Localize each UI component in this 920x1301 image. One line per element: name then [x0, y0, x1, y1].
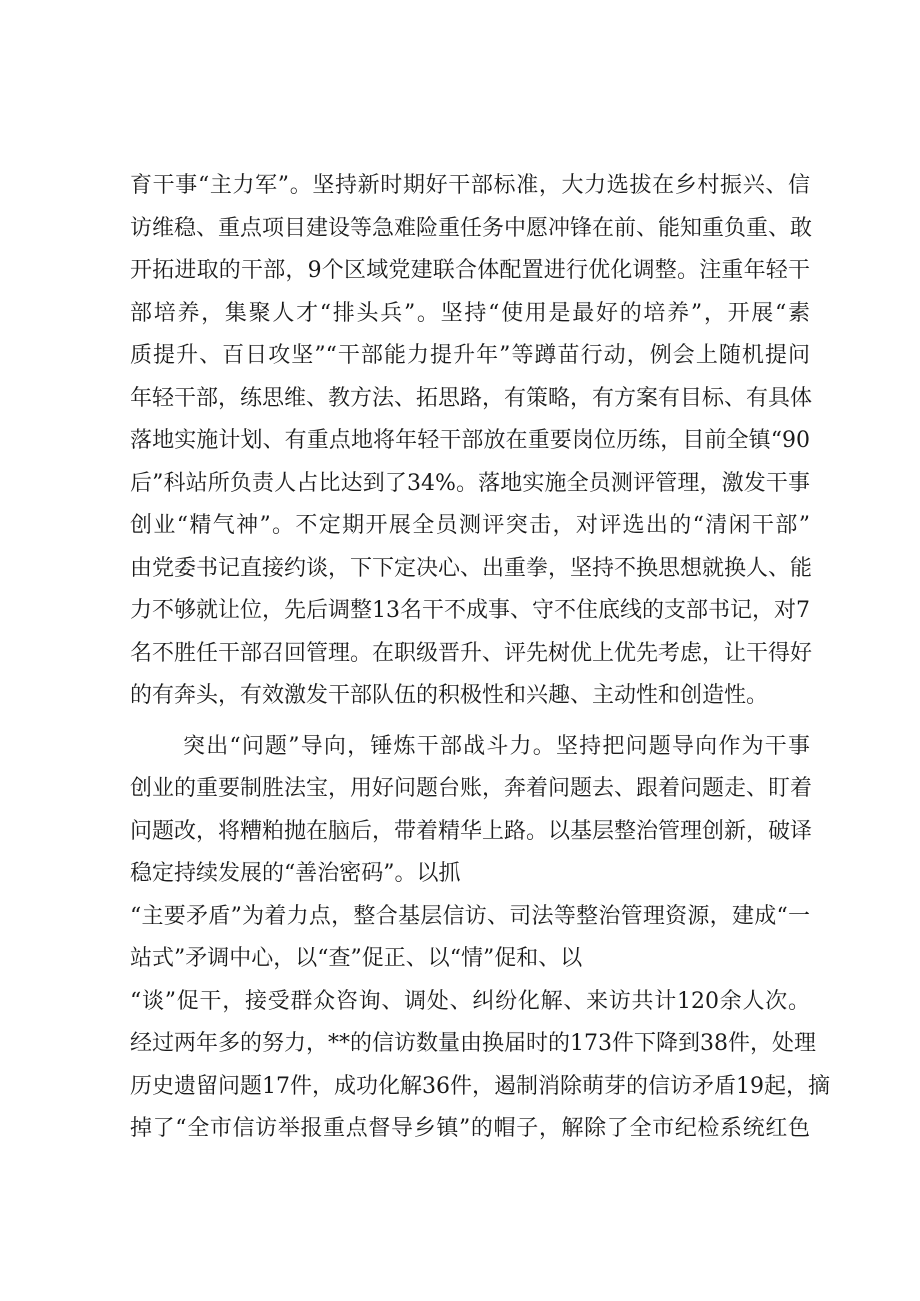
text-line: 历史遗留问题17件，成功化解36件，遏制消除萌芽的信访矛盾19起，摘 [130, 1073, 830, 1099]
text-line: 突出“问题”导向，锤炼干部战斗力。坚持把问题导向作为干事 [183, 733, 810, 759]
text-line: 开拓进取的干部，9个区域党建联合体配置进行优化调整。注重年轻干 [130, 258, 810, 283]
text-line: 质提升、百日攻坚”“干部能力提升年”等蹲苗行动，例会上随机提问 [130, 343, 810, 368]
text-line: “主要矛盾”为着力点，整合基层信访、司法等整治管理资源，建成“一 [130, 903, 810, 929]
text-line: 创业的重要制胜法宝，用好问题台账，奔着问题去、跟着问题走、盯着 [130, 776, 813, 801]
text-line: 的有奔头，有效激发干部队伍的积极性和兴趣、主动性和创造性。 [130, 683, 769, 708]
text-line: 部培养，集聚人才“排头兵”。坚持“使用是最好的培养”，开展“素 [130, 300, 810, 326]
text-line: “谈”促干，接受群众咨询、调处、纠纷化解、来访共计120余人次。 [130, 988, 810, 1014]
text-line: 育干事“主力军”。坚持新时期好干部标准，大力选拔在乡村振兴、信 [130, 173, 810, 198]
document-body [130, 165, 830, 1151]
text-line: 掉了“全市信访举报重点督导乡镇”的帽子，解除了全市纪检系统红色 [130, 1116, 810, 1141]
text-line: 名不胜任干部召回管理。在职级晋升、评先树优上优先考虑，让干得好 [130, 640, 813, 666]
text-line: 问题改，将糟粕抛在脑后，带着精华上路。以基层整治管理创新，破译 [130, 818, 813, 844]
text-line: 后”科站所负责人占比达到了34%。落地实施全员测评管理，激发干事 [130, 470, 810, 496]
text-line: 落地实施计划、有重点地将年轻干部放在重要岗位历练，目前全镇“90 [130, 428, 810, 453]
text-line: 站式”矛调中心，以“查”促正、以“情”促和、以 [130, 946, 583, 971]
text-line: 年轻干部，练思维、教方法、拓思路，有策略，有方案有目标、有具体 [130, 385, 813, 411]
text-line: 访维稳、重点项目建设等急难险重任务中愿冲锋在前、能知重负重、敢 [130, 215, 813, 241]
text-line: 创业“精气神”。不定期开展全员测评突击，对评选出的“清闲干部” [130, 513, 810, 538]
paragraph-gap [130, 718, 810, 726]
text-line: 稳定持续发展的“善治密码”。以抓 [130, 861, 461, 886]
text-line: 经过两年多的努力，**的信访数量由换届时的173件下降到38件，处理 [130, 1031, 816, 1056]
text-line: 力不够就让位，先后调整13名干不成事、守不住底线的支部书记，对7 [130, 598, 810, 623]
text-line: 由党委书记直接约谈，下下定决心、出重拳，坚持不换思想就换人、能 [130, 555, 813, 581]
